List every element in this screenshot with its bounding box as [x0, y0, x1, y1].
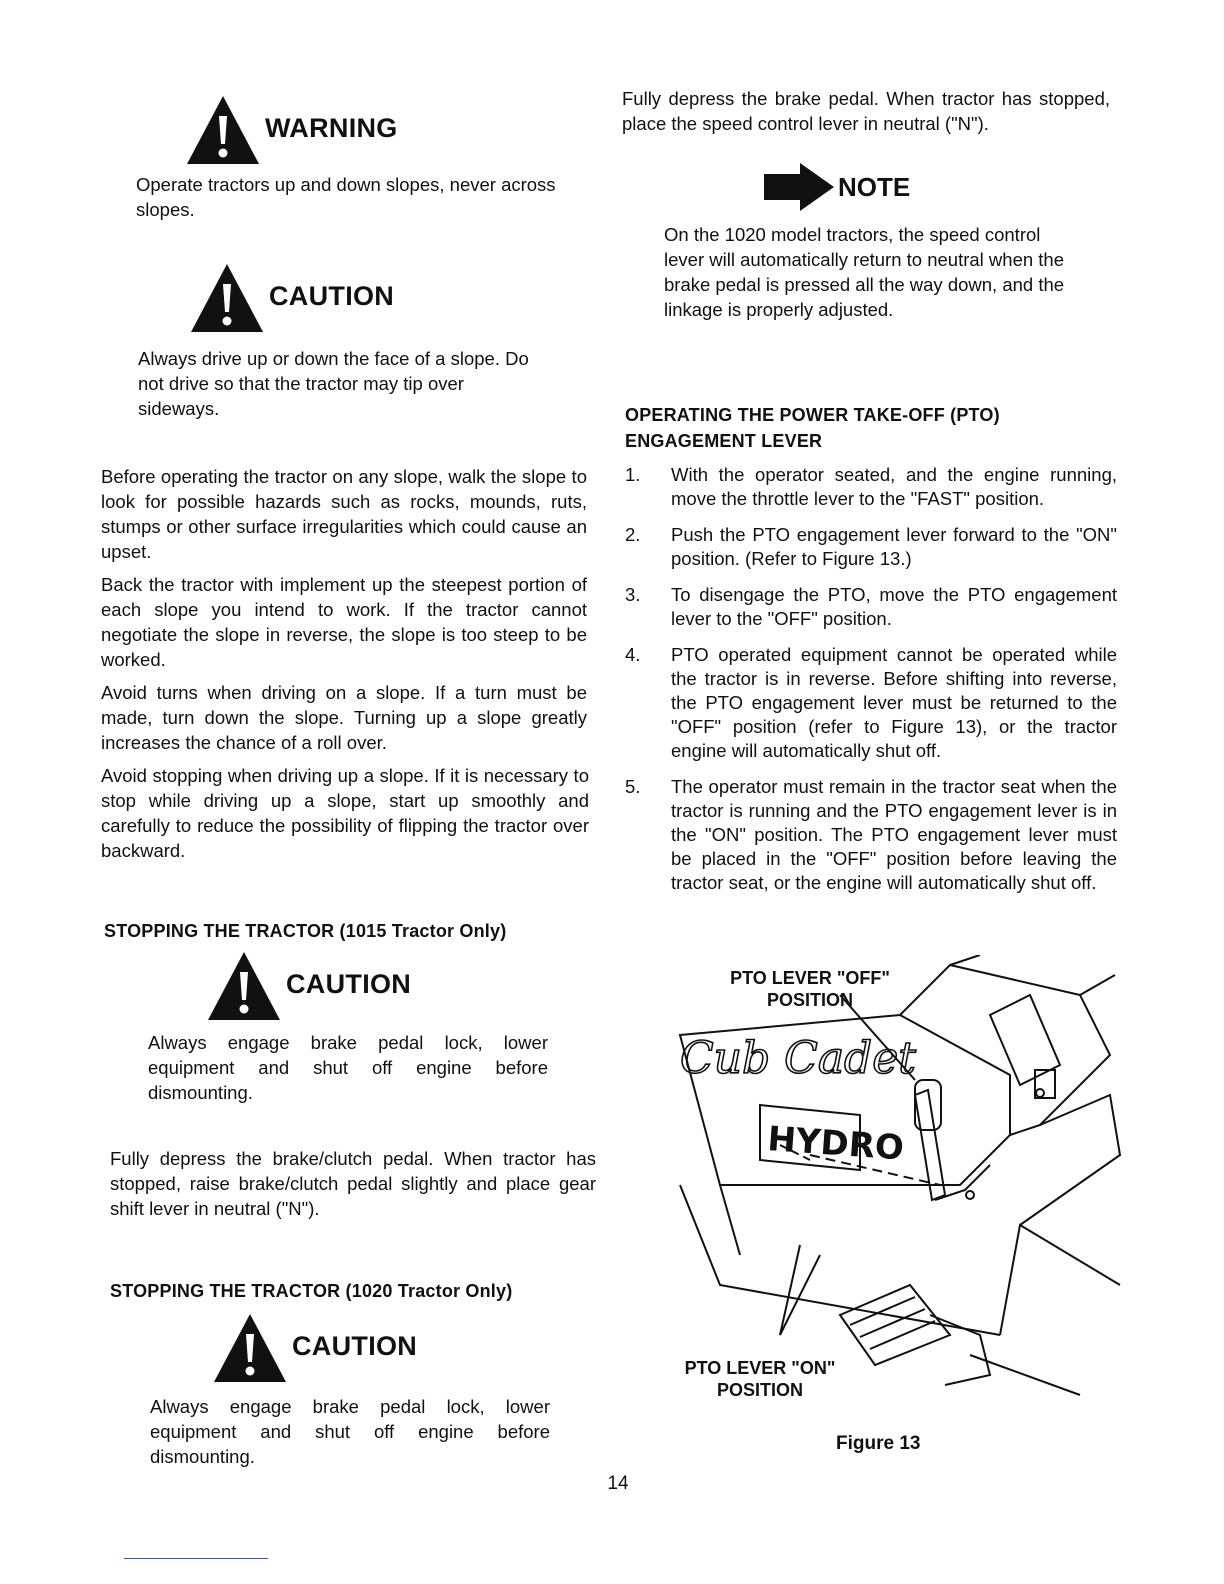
figure-caption: Figure 13: [836, 1433, 921, 1454]
note-sign: [764, 163, 910, 211]
caution-1015-text: Always engage brake pedal lock, lower equipment and shut off engine before dismounting.: [148, 1032, 548, 1103]
heading-stopping-1015: STOPPING THE TRACTOR (1015 Tractor Only): [104, 921, 507, 941]
caution-label: CAUTION: [286, 969, 412, 999]
caution-sign-slope: [189, 262, 394, 334]
page-number: 14: [607, 1473, 629, 1494]
label-pto-on-line1: PTO LEVER "ON": [684, 1358, 836, 1378]
arrow-right-icon: [764, 163, 834, 211]
warning-triangle-icon: [185, 94, 261, 166]
tractor-pto-illustration: [660, 955, 1130, 1415]
paragraph-slope-hazards: Before operating the tractor on any slope, walk the slope to look for possible hazards such as rocks, mounds, ruts, stumps or other surface irregularities which could cause an upset.: [101, 466, 587, 562]
list-item: [625, 463, 1117, 511]
label-pto-off-line1: PTO LEVER "OFF": [730, 968, 890, 988]
warning-text: Operate tractors up and down slopes, never across slopes.: [136, 174, 556, 220]
stopping-1015-text: Fully depress the brake/clutch pedal. When tractor has stopped, raise brake/clutch pedal slightly and place gear shift lever in neutral ("N").: [110, 1148, 596, 1219]
bottom-rule: [124, 1558, 268, 1559]
warning-sign: [185, 94, 398, 166]
step-text: To disengage the PTO, move the PTO engagement lever to the "OFF" position.: [671, 584, 1117, 629]
heading-pto-line2: ENGAGEMENT LEVER: [625, 431, 823, 451]
caution-label: CAUTION: [292, 1331, 418, 1361]
caution-sign-1020: [212, 1312, 417, 1384]
step-text: The operator must remain in the tractor seat when the tractor is running and the PTO engagement lever is in the "ON" position. The PTO engagement lever must be placed in the "OFF" position before leaving the tractor seat, or the engine will automatically shut off.: [671, 776, 1117, 893]
paragraph-avoid-turns: Avoid turns when driving on a slope. If a turn must be made, turn down the slope. Turning up a slope greatly increases the chance of a roll over.: [101, 682, 587, 753]
caution-slope-text: Always drive up or down the face of a slope. Do not drive so that the tractor may tip over sideways.: [138, 348, 529, 419]
list-item: [625, 775, 1117, 895]
heading-pto-line1: OPERATING THE POWER TAKE-OFF (PTO): [625, 405, 1000, 425]
step-number: 2.: [625, 524, 641, 545]
label-pto-on-line2: POSITION: [716, 1380, 803, 1400]
list-item: [625, 523, 1117, 571]
paragraph-back-tractor: Back the tractor with implement up the steepest portion of each slope you intend to work. If the tractor cannot negotiate the slope in reverse, the slope is too steep to be worked.: [101, 574, 587, 670]
caution-triangle-icon: [189, 262, 265, 334]
caution-1020-text: Always engage brake pedal lock, lower equipment and shut off engine before dismounting.: [150, 1396, 550, 1467]
list-item: [625, 583, 1117, 631]
pto-steps-list: [625, 463, 1117, 907]
hydro-lettering: HYDRO: [766, 1119, 906, 1169]
caution-label: CAUTION: [269, 281, 395, 311]
warning-label: WARNING: [265, 113, 398, 143]
step-number: 3.: [625, 584, 641, 605]
step-number: 1.: [625, 464, 641, 485]
caution-triangle-icon: [212, 1312, 288, 1384]
note-text: On the 1020 model tractors, the speed control lever will automatically return to neutral when the brake pedal is pressed all the way down, and the linkage is properly adjusted.: [664, 224, 1065, 320]
step-number: 5.: [625, 776, 641, 797]
label-pto-off: [710, 967, 910, 1011]
caution-triangle-icon: [206, 950, 282, 1022]
list-item: [625, 643, 1117, 763]
brand-lettering: Cub Cadet: [680, 1033, 916, 1084]
note-label: NOTE: [838, 171, 911, 202]
paragraph-avoid-stopping: Avoid stopping when driving up a slope. If it is necessary to stop while driving up a slope, start up smoothly and carefully to reduce the possibility of flipping the tractor over backward.: [101, 765, 589, 861]
caution-sign-1015: [206, 950, 411, 1022]
heading-pto: [625, 402, 1000, 454]
step-text: Push the PTO engagement lever forward to the "ON" position. (Refer to Figure 13.): [671, 524, 1117, 569]
heading-stopping-1020: STOPPING THE TRACTOR (1020 Tractor Only): [110, 1281, 513, 1301]
step-text: With the operator seated, and the engine running, move the throttle lever to the "FAST" position.: [671, 464, 1117, 509]
label-pto-off-line2: POSITION: [766, 990, 853, 1010]
step-number: 4.: [625, 644, 641, 665]
step-text: PTO operated equipment cannot be operated while the tractor is in reverse. Before shifting into reverse, the PTO engagement lever must be returned to the "OFF" position (refer to Figure 13), or the tractor engine will automatically shut off.: [671, 644, 1117, 761]
figure-13: [660, 955, 1130, 1415]
label-pto-on: [660, 1357, 860, 1401]
right-intro-text: Fully depress the brake pedal. When tractor has stopped, place the speed control lever in neutral ("N").: [622, 88, 1110, 134]
